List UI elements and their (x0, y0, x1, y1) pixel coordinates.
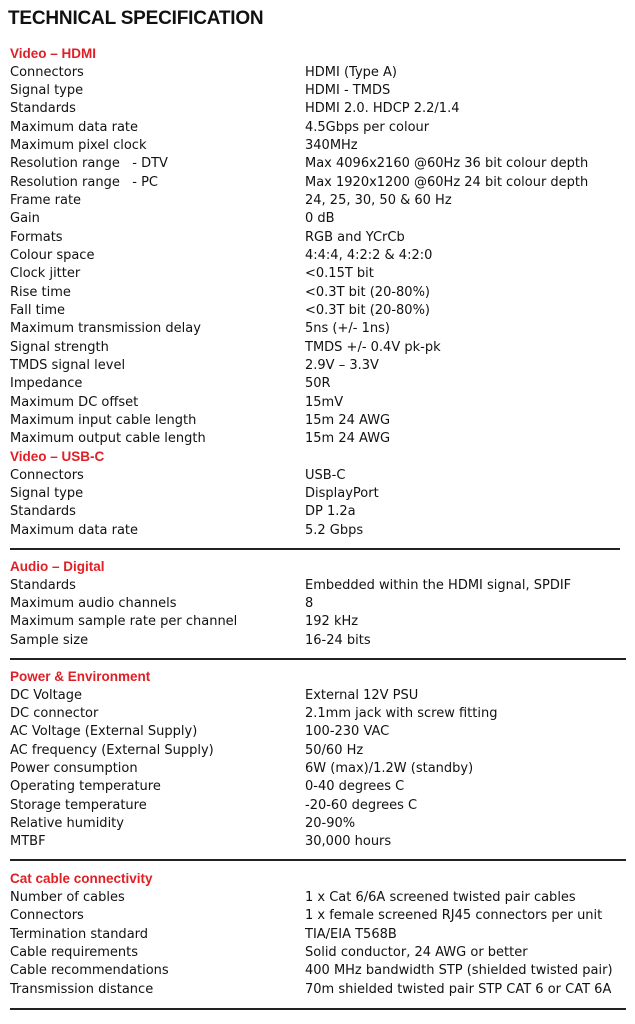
spec-label: Maximum pixel clock (10, 138, 147, 153)
spec-label: Rise time (10, 285, 71, 300)
spec-row (0, 339, 635, 357)
spec-label: Maximum input cable length (10, 413, 197, 428)
spec-label: Impedance (10, 376, 83, 391)
spec-label: MTBF (10, 834, 46, 849)
spec-value: HDMI - TMDS (305, 83, 391, 98)
spec-row (0, 778, 635, 796)
spec-row (0, 962, 635, 980)
spec-value: External 12V PSU (305, 688, 419, 703)
spec-label: DC connector (10, 706, 99, 721)
section-heading-audio-digital: Audio – Digital (10, 559, 105, 574)
spec-label: Maximum DC offset (10, 395, 139, 410)
spec-value: 4.5Gbps per colour (305, 120, 430, 135)
spec-label: Standards (10, 504, 76, 519)
spec-value: RGB and YCrCb (305, 230, 405, 245)
spec-row (0, 926, 635, 944)
spec-value: 4:4:4, 4:2:2 & 4:2:0 (305, 248, 433, 263)
spec-value: HDMI (Type A) (305, 65, 397, 80)
section-divider (10, 658, 626, 660)
spec-row (0, 522, 635, 540)
spec-label: Resolution range - PC (10, 175, 158, 190)
section-heading-video-hdmi: Video – HDMI (10, 46, 97, 61)
spec-value: -20-60 degrees C (305, 798, 418, 813)
spec-row (0, 155, 635, 173)
spec-row (0, 192, 635, 210)
spec-label: Signal type (10, 83, 84, 98)
spec-row (0, 687, 635, 705)
spec-value: 30,000 hours (305, 834, 392, 849)
section-divider (10, 1008, 626, 1010)
spec-row (0, 467, 635, 485)
spec-label: Fall time (10, 303, 65, 318)
spec-row (0, 247, 635, 265)
spec-value: 100-230 VAC (305, 724, 390, 739)
spec-label: Formats (10, 230, 63, 245)
spec-label: Connectors (10, 468, 84, 483)
spec-row (0, 632, 635, 650)
spec-value: 24, 25, 30, 50 & 60 Hz (305, 193, 452, 208)
spec-label: AC frequency (External Supply) (10, 743, 214, 758)
spec-row (0, 797, 635, 815)
spec-label: Power consumption (10, 761, 138, 776)
spec-label: Number of cables (10, 890, 125, 905)
spec-label: Signal strength (10, 340, 109, 355)
spec-value: 50/60 Hz (305, 743, 364, 758)
spec-value: DP 1.2a (305, 504, 356, 519)
spec-row (0, 64, 635, 82)
spec-value: 2.1mm jack with screw fitting (305, 706, 498, 721)
spec-label: Resolution range - DTV (10, 156, 168, 171)
spec-value: 6W (max)/1.2W (standby) (305, 761, 474, 776)
spec-row (0, 137, 635, 155)
spec-row (0, 229, 635, 247)
spec-value: 8 (305, 596, 314, 611)
spec-label: Relative humidity (10, 816, 124, 831)
spec-value: Embedded within the HDMI signal, SPDIF (305, 578, 572, 593)
spec-row (0, 981, 635, 999)
spec-value: TIA/EIA T568B (305, 927, 397, 942)
spec-label: TMDS signal level (10, 358, 126, 373)
spec-label: Transmission distance (10, 982, 154, 997)
spec-label: Standards (10, 101, 76, 116)
spec-value: USB-C (305, 468, 346, 483)
spec-value: 400 MHz bandwidth STP (shielded twisted pair) (305, 963, 613, 978)
spec-value: 15m 24 AWG (305, 413, 391, 428)
spec-value: <0.15T bit (305, 266, 374, 281)
page-title: TECHNICAL SPECIFICATION (8, 8, 264, 29)
spec-row (0, 375, 635, 393)
spec-label: Connectors (10, 65, 84, 80)
spec-row (0, 595, 635, 613)
spec-value: HDMI 2.0. HDCP 2.2/1.4 (305, 101, 460, 116)
spec-row (0, 302, 635, 320)
spec-value: <0.3T bit (20-80%) (305, 285, 431, 300)
spec-row (0, 577, 635, 595)
spec-label: Storage temperature (10, 798, 147, 813)
spec-label: Maximum transmission delay (10, 321, 201, 336)
spec-value: 16-24 bits (305, 633, 371, 648)
spec-row (0, 485, 635, 503)
section-heading-cat-cable: Cat cable connectivity (10, 871, 153, 886)
spec-value: 50R (305, 376, 331, 391)
spec-row (0, 907, 635, 925)
spec-label: Maximum audio channels (10, 596, 177, 611)
spec-label: Sample size (10, 633, 89, 648)
spec-row (0, 723, 635, 741)
spec-value: 340MHz (305, 138, 358, 153)
spec-label: Connectors (10, 908, 84, 923)
spec-row (0, 742, 635, 760)
spec-value: TMDS +/- 0.4V pk-pk (305, 340, 441, 355)
spec-row (0, 412, 635, 430)
spec-label: Gain (10, 211, 40, 226)
spec-value: 5.2 Gbps (305, 523, 364, 538)
section-divider (10, 859, 626, 861)
spec-value: 1 x Cat 6/6A screened twisted pair cables (305, 890, 576, 905)
spec-value: Max 4096x2160 @60Hz 36 bit colour depth (305, 156, 589, 171)
spec-label: Cable requirements (10, 945, 139, 960)
spec-value: DisplayPort (305, 486, 379, 501)
spec-label: Maximum output cable length (10, 431, 206, 446)
spec-label: Standards (10, 578, 76, 593)
spec-value: 5ns (+/- 1ns) (305, 321, 390, 336)
spec-row (0, 284, 635, 302)
spec-row (0, 503, 635, 521)
spec-label: Termination standard (10, 927, 149, 942)
spec-label: Colour space (10, 248, 95, 263)
spec-row (0, 210, 635, 228)
spec-row (0, 119, 635, 137)
spec-label: Maximum data rate (10, 120, 139, 135)
spec-row (0, 357, 635, 375)
section-heading-power-environment: Power & Environment (10, 669, 151, 684)
spec-label: AC Voltage (External Supply) (10, 724, 198, 739)
spec-row (0, 760, 635, 778)
spec-row (0, 174, 635, 192)
spec-label: Operating temperature (10, 779, 161, 794)
spec-row (0, 833, 635, 851)
spec-label: Frame rate (10, 193, 82, 208)
section-heading-video-usbc: Video – USB-C (10, 449, 105, 464)
spec-row (0, 889, 635, 907)
spec-value: 0-40 degrees C (305, 779, 405, 794)
spec-value: 0 dB (305, 211, 335, 226)
spec-label: DC Voltage (10, 688, 82, 703)
spec-label: Clock jitter (10, 266, 81, 281)
spec-value: 15mV (305, 395, 344, 410)
spec-value: Max 1920x1200 @60Hz 24 bit colour depth (305, 175, 589, 190)
spec-value: 70m shielded twisted pair STP CAT 6 or CAT 6A (305, 982, 612, 997)
spec-row (0, 613, 635, 631)
spec-value: Solid conductor, 24 AWG or better (305, 945, 528, 960)
spec-row (0, 430, 635, 448)
spec-value: 1 x female screened RJ45 connectors per unit (305, 908, 603, 923)
spec-label: Maximum data rate (10, 523, 139, 538)
spec-label: Cable recommendations (10, 963, 169, 978)
spec-row (0, 320, 635, 338)
spec-value: 20-90% (305, 816, 356, 831)
spec-row (0, 944, 635, 962)
spec-row (0, 82, 635, 100)
section-divider (10, 548, 620, 550)
spec-value: 15m 24 AWG (305, 431, 391, 446)
spec-row (0, 265, 635, 283)
spec-value: 192 kHz (305, 614, 359, 629)
spec-row (0, 705, 635, 723)
spec-value: 2.9V – 3.3V (305, 358, 379, 373)
spec-row (0, 100, 635, 118)
spec-row (0, 394, 635, 412)
spec-value: <0.3T bit (20-80%) (305, 303, 431, 318)
spec-row (0, 815, 635, 833)
spec-label: Maximum sample rate per channel (10, 614, 238, 629)
spec-label: Signal type (10, 486, 84, 501)
